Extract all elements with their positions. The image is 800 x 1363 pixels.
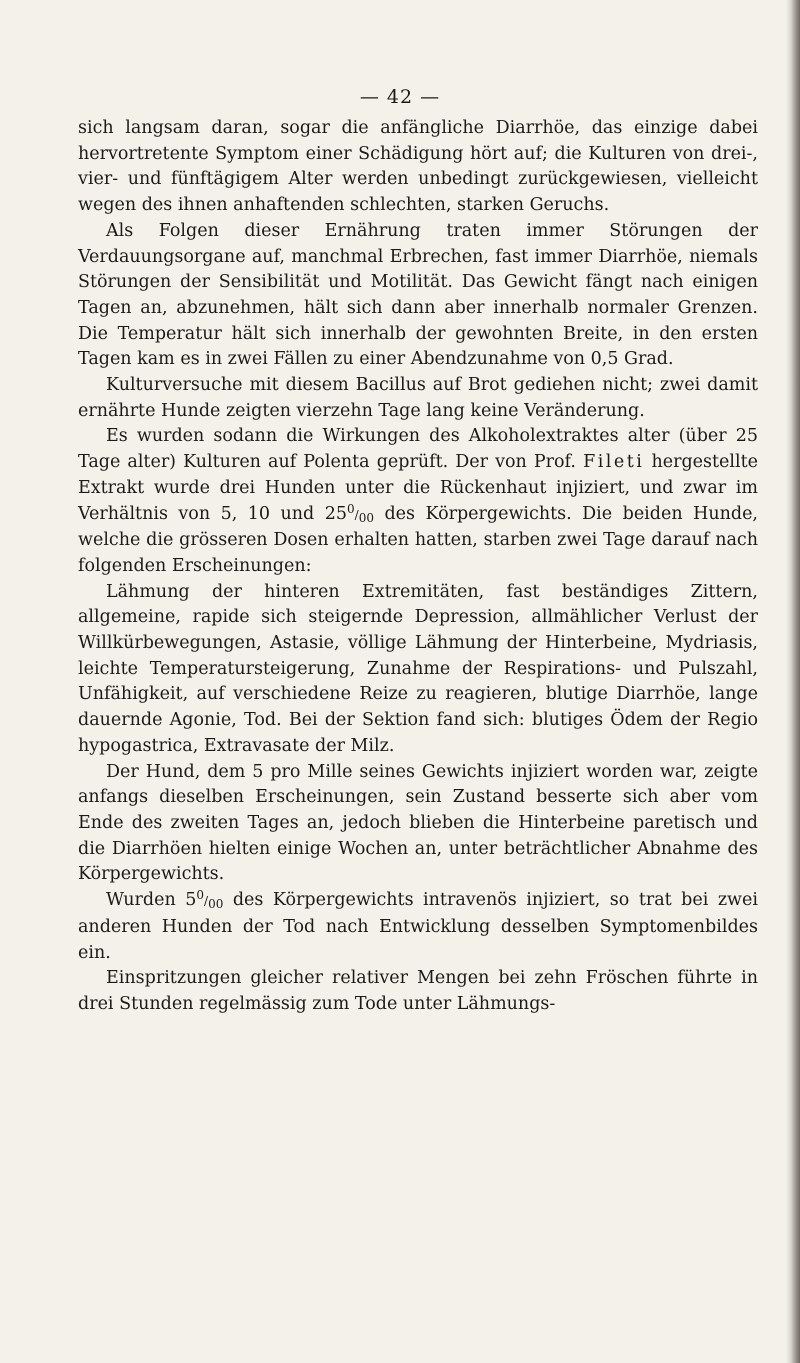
page-number: — 42 — (359, 86, 441, 108)
paragraph-2: Als Folgen dieser Ernährung traten immer Störungen der Verdauungsorgane auf, manchmal Erbrechen, fast immer Diarrhöe, niemals Störungen der Sensibilität und Motilität. Das Gewicht fängt nach einigen Tagen an, abzunehmen, hält sich dann aber innerhalb normaler Grenzen. Die Temperatur hält sich innerhalb der gewohnten Breite, in den ersten Tagen kam es in zwei Fällen zu einer Abendzunahme von 0,5 Grad. (78, 220, 758, 370)
paragraph-7-part-b: des Körpergewichts intravenös injiziert, so trat bei zwei anderen Hunden der Tod nach Entwicklung desselben Symptomenbildes ein. (78, 890, 758, 963)
paragraph-7-part-a: Wurden 5 (106, 890, 197, 911)
paragraph-3: Kulturversuche mit diesem Bacillus auf Brot gediehen nicht; zwei damit ernährte Hunde zeigten vierzehn Tage lang keine Veränderung. (78, 375, 758, 421)
permille-sign: 0/00 (196, 888, 224, 912)
paragraph-8: Einspritzungen gleicher relativer Mengen bei zehn Fröschen führte in drei Stunden regelmässig zum Tode unter Lähmungs- (78, 968, 758, 1014)
paragraph-4-part-b: hergestellte Extrakt wurde drei Hunden unter die Rückenhaut injiziert, und zwar im Verhältnis von 5, 10 und 25 (78, 452, 758, 524)
paragraph-1: sich langsam daran, sogar die anfängliche Diarrhöe, das einzige dabei hervortretente Symptom einer Schädigung hört auf; die Kulturen von drei-, vier- und fünftägigem Alter werden unbedingt zurückgewiesen, vielleicht wegen des ihnen anhaftenden schlechten, starken Geruchs. (78, 118, 758, 216)
page-edge-shadow (786, 0, 800, 1363)
paragraph-4-part-a: Es wurden sodann die Wirkungen des Alkoholextraktes alter (über 25 Tage alter) Kulturen auf Polenta geprüft. Der von Prof. (78, 426, 758, 473)
paragraph-7 (78, 888, 758, 966)
paragraph-6: Der Hund, dem 5 pro Mille seines Gewichts injiziert worden war, zeigte anfangs dieselben Erscheinungen, sein Zustand besserte sich aber vom Ende des zweiten Tages an, jedoch blieben die Hinterbeine paretisch und die Diarrhöen hielten einige Wochen an, unter beträchtlicher Abnahme des Körpergewichts. (78, 761, 758, 885)
paragraph-5: Lähmung der hinteren Extremitäten, fast beständiges Zittern, allgemeine, rapide sich steigernde Depression, allmählicher Verlust der Willkürbewegungen, Astasie, völlige Lähmung der Hinterbeine, Mydriasis, leichte Temperatursteigerung, Zunahme der Respirations- und Pulszahl, Unfähigkeit, auf verschiedene Reize zu reagieren, blutige Diarrhöe, lange dauernde Agonie, Tod. Bei der Sektion fand sich: blutiges Ödem der Regio hypogastrica, Extravasate der Milz. (78, 581, 758, 756)
paragraph-4 (78, 424, 758, 579)
body-text (78, 116, 758, 1018)
author-name: Fileti (583, 452, 645, 473)
paragraph-4-part-c: des Körpergewichts. Die beiden Hunde, welche die grösseren Dosen erhalten hatten, starben zwei Tage darauf nach folgenden Erscheinungen: (78, 503, 758, 576)
permille-sign: 0/00 (347, 501, 374, 525)
